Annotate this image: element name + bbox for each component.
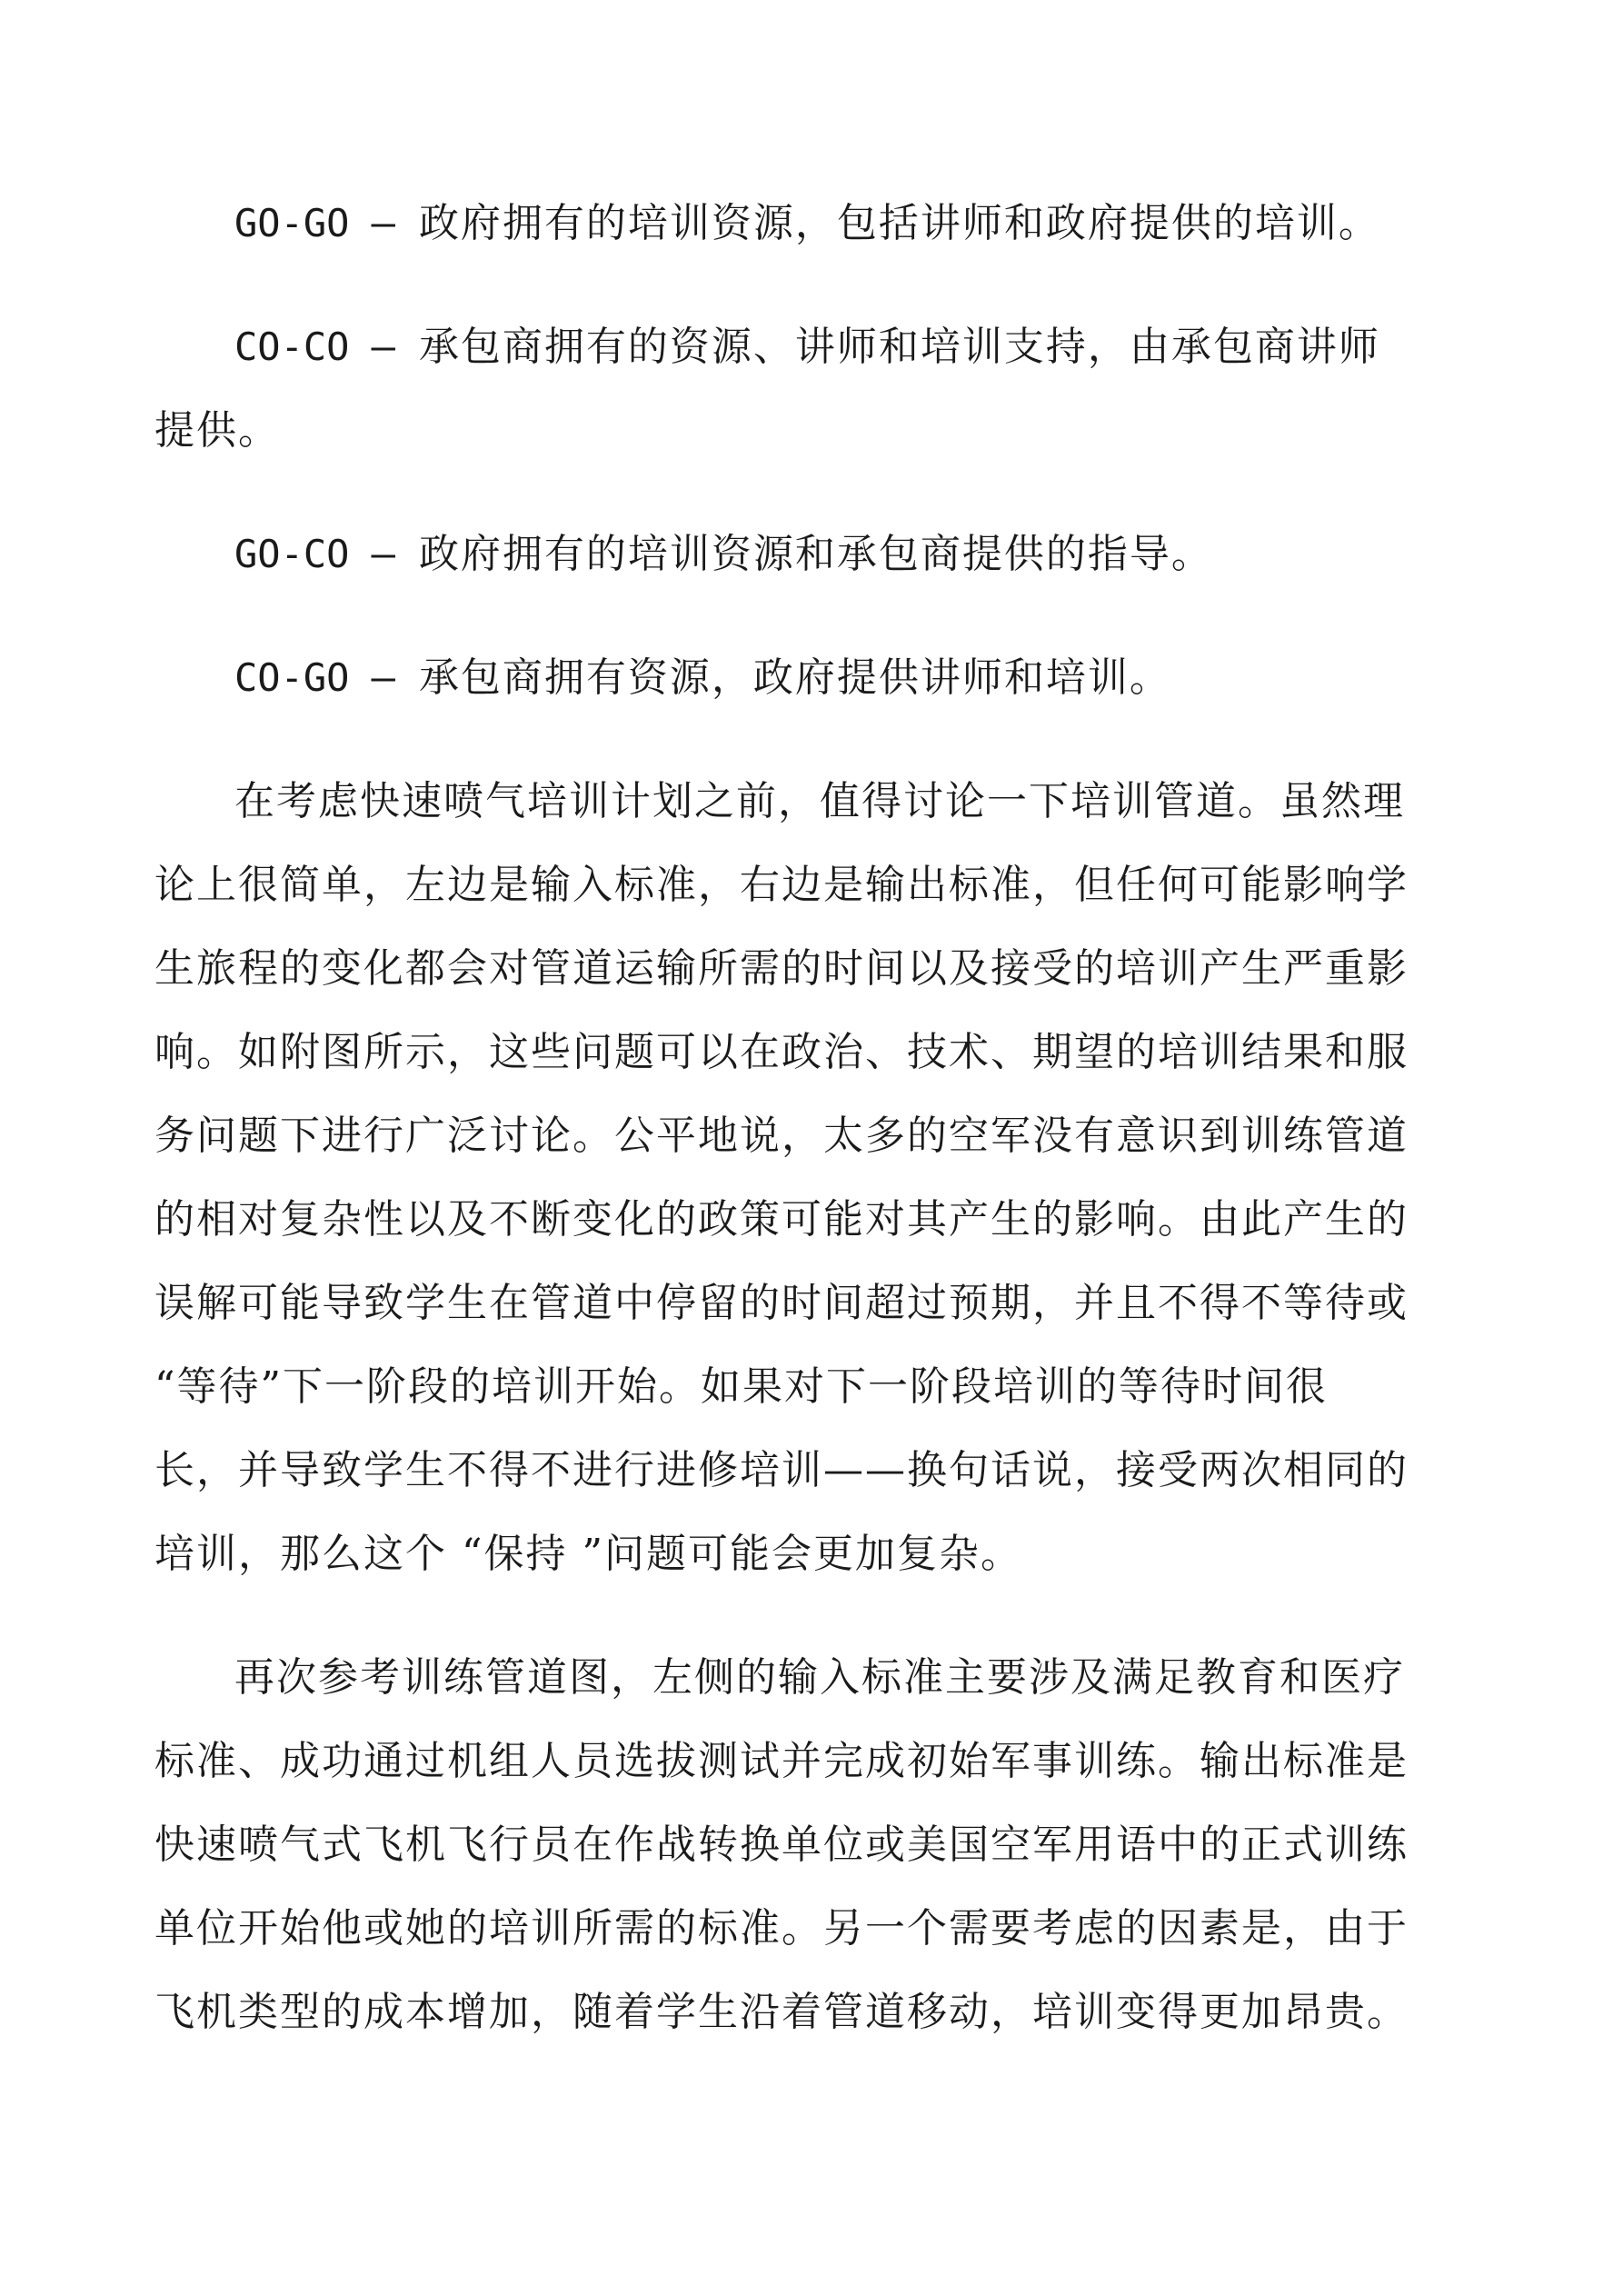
model-dash: – (371, 531, 397, 577)
paragraph-line: 在考虑快速喷气培训计划之前，值得讨论一下培训管道。虽然理 (234, 778, 1405, 824)
paragraph-line: 的相对复杂性以及不断变化的政策可能对其产生的影响。由此产生的 (154, 1196, 1409, 1243)
model-code: GO-CO (234, 532, 350, 576)
paragraph-line: 快速喷气式飞机飞行员在作战转换单位或美国空军用语中的正式训练 (154, 1822, 1409, 1868)
paragraph-input-output-standards (154, 1636, 1472, 2054)
model-item-go-co (154, 513, 1472, 596)
model-code: CO-CO (234, 324, 350, 369)
model-dash: – (371, 654, 397, 701)
model-text: 政府拥有的培训资源，包括讲师和政府提供的培训。 (418, 200, 1380, 246)
model-text: 承包商拥有的资源、讲师和培训支持，由承包商讲师 (418, 324, 1380, 370)
paragraph-line: 生旅程的变化都会对管道运输所需的时间以及接受的培训产生严重影 (154, 945, 1409, 992)
paragraph-line: 再次参考训练管道图，左侧的输入标准主要涉及满足教育和医疗 (234, 1654, 1405, 1701)
model-continuation: 提供。 (154, 407, 280, 454)
paragraph-line: 长，并导致学生不得不进行进修培训——换句话说，接受两次相同的 (154, 1447, 1409, 1493)
model-text: 承包商拥有资源，政府提供讲师和培训。 (418, 654, 1171, 701)
model-item-co-co (154, 305, 1472, 473)
paragraph-line: “等待”下一阶段的培训开始。如果对下一阶段培训的等待时间很 (154, 1363, 1328, 1410)
paragraph-line: 误解可能导致学生在管道中停留的时间超过预期，并且不得不等待或 (154, 1280, 1409, 1326)
model-line (154, 305, 1472, 389)
paragraph-line: 单位开始他或她的培训所需的标准。另一个需要考虑的因素是，由于 (154, 1905, 1409, 1952)
model-code: GO-GO (234, 201, 350, 245)
model-item-go-go (154, 182, 1472, 265)
paragraph-line: 论上很简单，左边是输入标准，右边是输出标准，但任何可能影响学 (154, 862, 1409, 908)
paragraph-training-pipeline (154, 760, 1472, 1596)
model-code: CO-GO (234, 655, 350, 700)
model-line (154, 182, 1472, 265)
model-line (154, 636, 1472, 720)
paragraph-line: 响。如附图所示，这些问题可以在政治、技术、期望的培训结果和服 (154, 1029, 1409, 1075)
paragraph-line: 标准、成功通过机组人员选拔测试并完成初始军事训练。输出标准是 (154, 1738, 1409, 1784)
model-dash: – (371, 200, 397, 246)
paragraph-line: 培训，那么这个 “保持 ”问题可能会更加复杂。 (154, 1531, 1022, 1577)
document-page (154, 182, 1472, 2054)
paragraph-line: 飞机类型的成本增加，随着学生沿着管道移动，培训变得更加昂贵。 (154, 1989, 1409, 2035)
model-dash: – (371, 324, 397, 370)
model-text: 政府拥有的培训资源和承包商提供的指导。 (418, 531, 1213, 577)
model-item-co-go (154, 636, 1472, 720)
paragraph-line: 务问题下进行广泛讨论。公平地说，太多的空军没有意识到训练管道 (154, 1113, 1409, 1159)
model-line (154, 513, 1472, 596)
